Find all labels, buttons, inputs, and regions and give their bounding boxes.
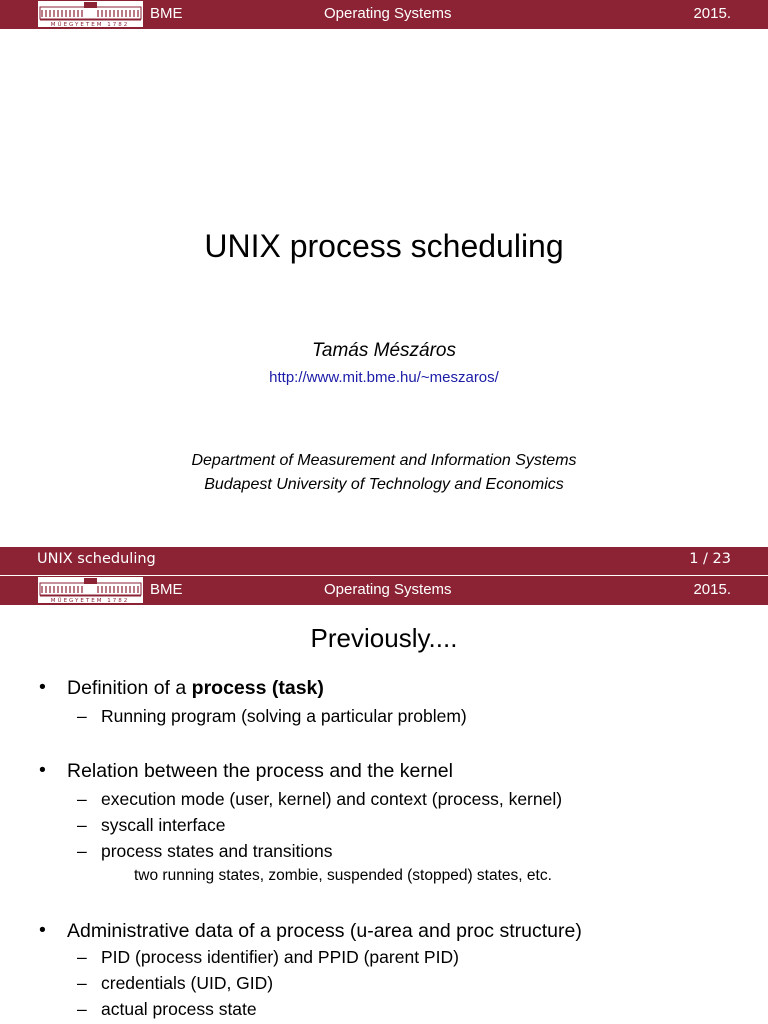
bullet-icon: • xyxy=(39,676,46,698)
slide-title: Previously.... xyxy=(310,623,458,653)
bme-logo xyxy=(38,1,143,27)
bullet-icon: • xyxy=(39,759,46,781)
bullet-item xyxy=(39,919,582,943)
header-rule xyxy=(0,603,768,605)
department-name: Department of Measurement and Information Systems xyxy=(191,452,577,469)
header-course: Operating Systems xyxy=(324,5,452,22)
dash-icon: – xyxy=(77,947,87,967)
slide-header xyxy=(0,0,768,27)
author-name: Tamás Mészáros xyxy=(312,340,456,361)
header-university: BME xyxy=(150,581,183,598)
header-rule xyxy=(0,27,768,29)
bullet-bold-text: process (task) xyxy=(191,677,324,699)
dash-icon: – xyxy=(77,841,87,861)
bullet-text: Relation between the process and the kernel xyxy=(67,760,453,782)
note-text: two running states, zombie, suspended (stopped) states, etc. xyxy=(134,867,552,884)
dash-icon: – xyxy=(77,999,87,1019)
svg-text:MŰEGYETEM 1782: MŰEGYETEM 1782 xyxy=(50,22,130,27)
sub-bullet-item xyxy=(77,999,257,1020)
sub-bullet-item xyxy=(77,973,274,994)
sub-bullet-item xyxy=(77,815,226,836)
sub-bullet-text: process states and transitions xyxy=(101,841,333,861)
dash-icon: – xyxy=(77,973,87,993)
header-university: BME xyxy=(150,5,183,22)
dash-icon: – xyxy=(77,789,87,809)
dash-icon: – xyxy=(77,815,87,835)
bullet-item xyxy=(39,759,453,783)
slide-header xyxy=(0,576,768,603)
author-url-link[interactable]: http://www.mit.bme.hu/~meszaros/ xyxy=(269,369,499,386)
dash-icon: – xyxy=(77,706,87,726)
header-course: Operating Systems xyxy=(324,581,452,598)
footer-page-number: 1 / 23 xyxy=(689,551,731,567)
sub-bullet-text: actual process state xyxy=(101,999,257,1019)
header-year: 2015. xyxy=(693,581,731,598)
bullet-text: Definition of a xyxy=(67,677,192,699)
sub-bullet-text: Running program (solving a particular problem) xyxy=(101,706,467,726)
sub-bullet-item xyxy=(77,789,563,810)
university-name: Budapest University of Technology and Economics xyxy=(204,476,564,493)
sub-bullet-item xyxy=(77,841,333,862)
header-year: 2015. xyxy=(693,5,731,22)
sub-bullet-text: syscall interface xyxy=(101,815,226,835)
bullet-icon: • xyxy=(39,919,46,941)
slide-footer xyxy=(0,547,768,575)
slide-title: UNIX process scheduling xyxy=(204,228,564,264)
bullet-text: Administrative data of a process (u-area and proc structure) xyxy=(67,920,582,942)
sub-bullet-text: execution mode (user, kernel) and context (process, kernel) xyxy=(101,789,563,809)
footer-topic: UNIX scheduling xyxy=(37,551,156,567)
bme-logo xyxy=(38,577,143,603)
bullet-item xyxy=(39,676,324,700)
sub-bullet-text: PID (process identifier) and PPID (parent PID) xyxy=(101,947,459,967)
sub-bullet-text: credentials (UID, GID) xyxy=(101,973,274,993)
sub-bullet-item xyxy=(77,947,459,968)
svg-text:MŰEGYETEM 1782: MŰEGYETEM 1782 xyxy=(50,598,130,603)
sub-bullet-item xyxy=(77,706,467,727)
